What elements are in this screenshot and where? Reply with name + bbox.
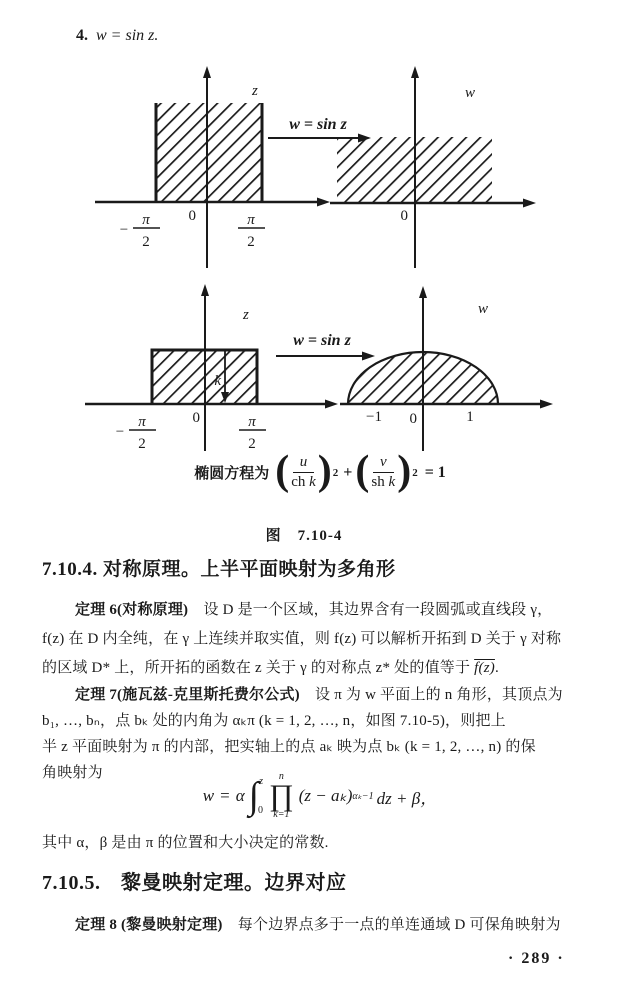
item-number: 4.: [76, 27, 88, 44]
theorem-6-line-1-rest: 设 D 是一个区域，其边界含有一段圆弧或直线段 γ，: [188, 602, 553, 618]
theorem-6-line-3-post: .: [494, 660, 499, 676]
minus-one-label: −1: [366, 409, 382, 425]
alpha-coefficient: α: [235, 786, 245, 805]
figure-strip-to-halfplane: [0, 65, 640, 277]
theorem-6-line-2: f(z) 在 D 内全纯，在 γ 上连续并取实值，则 f(z) 可以解析开拓到 D 关于 γ 对称: [42, 631, 562, 647]
theorem-8-line-1: [42, 913, 561, 934]
k-variable: k: [388, 474, 396, 491]
section-heading-7-10-5: 7.10.5. 黎曼映射定理。边界对应: [42, 872, 347, 894]
two-denominator: 2: [138, 436, 146, 452]
dz-plus-beta: dz + β，: [376, 788, 438, 808]
sh-function: sh: [371, 474, 389, 491]
lower-limit-0: 0: [258, 805, 264, 816]
denominator-shk: [371, 473, 395, 491]
ch-function: ch: [291, 474, 310, 491]
k-label: k: [214, 373, 221, 389]
origin-label-w: 0: [400, 208, 408, 224]
denominator-chk: [291, 473, 316, 491]
theorem-6-line-3: [42, 654, 561, 683]
two-denominator: 2: [248, 436, 256, 452]
v-over-shk-fraction: [371, 454, 395, 492]
hatched-strip: [156, 103, 262, 202]
theorem-7-line-3: 半 z 平面映射为 π 的内部，把实轴上的点 aₖ 映为点 bₖ (k = 1, 2, …, n) 的保: [42, 739, 536, 755]
figure-rectangle-to-halfellipse: [0, 283, 640, 455]
mapping-label: w = sin z: [289, 116, 347, 133]
two-denominator: 2: [247, 234, 255, 250]
w-plane-label: w: [465, 85, 476, 101]
exponent-2: 2: [412, 466, 418, 479]
product-lower-k1: k=1: [273, 809, 290, 820]
theorem-8-head: 定理 8 (黎曼映射定理): [75, 917, 223, 933]
theorem-7-line-1-rest: 设 π 为 w 平面上的 n 角形，其顶点为: [299, 687, 563, 703]
pi-numerator: π: [142, 212, 150, 228]
exponent-alphak-minus-1: αₖ−1: [352, 790, 374, 802]
section-heading-7-10-4: 7.10.4. 对称原理。上半平面映射为多角形: [42, 559, 396, 580]
origin-label-w: 0: [409, 411, 417, 427]
minus-sign: −: [115, 424, 125, 440]
theorem-6-head: 定理 6(对称原理): [75, 602, 189, 618]
upper-limit-z: z: [259, 776, 264, 787]
z-axis-arrowhead: [203, 66, 211, 78]
product-upper-n: n: [278, 771, 284, 782]
exponent-2: 2: [332, 466, 339, 479]
z-axis-arrowhead: [201, 284, 209, 296]
minus-sign: −: [119, 222, 129, 238]
formula-note: 其中 α，β 是由 π 的位置和大小决定的常数.: [42, 835, 329, 851]
mapping-arrowhead: [362, 352, 375, 361]
item-heading: [76, 27, 158, 45]
w-real-axis-arrowhead: [540, 400, 553, 409]
theorem-7-line-1: [42, 682, 563, 708]
item-formula: w = sin z.: [96, 27, 159, 44]
integral: [249, 776, 263, 816]
theorem-6-line-1: [42, 596, 561, 625]
integral-limits: [258, 776, 263, 816]
pi-numerator: π: [138, 414, 146, 430]
integral-glyph: ∫: [248, 775, 260, 817]
pi-numerator: π: [247, 212, 255, 228]
equation-prefix: 椭圆方程为: [194, 466, 270, 483]
theorem-7-line-2: b₁, …, bₙ，点 bₖ 处的内角为 αₖπ (k = 1, 2, …, n，如图 7.10-5)，则把上: [42, 713, 506, 729]
theorem-6-paragraph: [42, 596, 561, 683]
two-denominator: 2: [142, 234, 150, 250]
k-variable: k: [309, 474, 316, 491]
schwarz-christoffel-formula: [0, 772, 640, 820]
theorem-7-paragraph: [42, 682, 563, 786]
z-real-axis-arrowhead: [325, 400, 338, 409]
w-axis-arrowhead: [419, 286, 427, 298]
factor-z-minus-ak: (z − aₖ): [298, 786, 353, 805]
mapping-label: w = sin z: [293, 332, 351, 349]
theorem-7-line-4: 角映射为: [42, 765, 103, 781]
product-operator: [269, 772, 294, 820]
z-real-axis-arrowhead: [317, 198, 330, 207]
one-label: 1: [466, 409, 474, 425]
origin-label-z: 0: [192, 410, 200, 426]
w-real-axis-arrowhead: [523, 199, 536, 208]
z-plane-label: z: [243, 307, 249, 323]
theorem-6-line-3-pre: 的区域 D* 上，所开拓的函数在 z 关于 γ 的对称点 z* 处的值等于: [42, 660, 475, 676]
w-axis-arrowhead: [411, 66, 419, 78]
equals-sign: =: [220, 786, 230, 805]
conjugate-overline: f(z): [474, 660, 495, 676]
plus-sign: +: [343, 463, 353, 481]
u-over-chk-fraction: [291, 454, 316, 492]
page-number: · 289 ·: [508, 950, 565, 967]
pi-numerator: π: [248, 414, 256, 430]
theorem-8-paragraph: [42, 913, 561, 934]
z-plane-label: z: [252, 83, 258, 99]
w-plane-label: w: [478, 301, 489, 317]
figure-caption: 图 7.10-4: [265, 528, 343, 544]
numerator-v: v: [373, 454, 394, 473]
ellipse-equation: 椭圆方程为 ( $\frac{u}{\text{ch k}}$ ) 2 + ( $\frac{v}{\text{sh k}}$ ) 2 = 1: [194, 447, 446, 494]
equals-one: = 1: [424, 463, 446, 481]
product-glyph: ∏: [269, 779, 294, 812]
numerator-u: u: [293, 454, 315, 473]
origin-label-z: 0: [188, 208, 196, 224]
formula-w: w: [202, 786, 215, 805]
theorem-7-head: 定理 7(施瓦兹-克里斯托费尔公式): [75, 687, 300, 703]
theorem-8-rest: 每个边界点多于一点的单连通域 D 可保角映射为: [222, 917, 561, 933]
